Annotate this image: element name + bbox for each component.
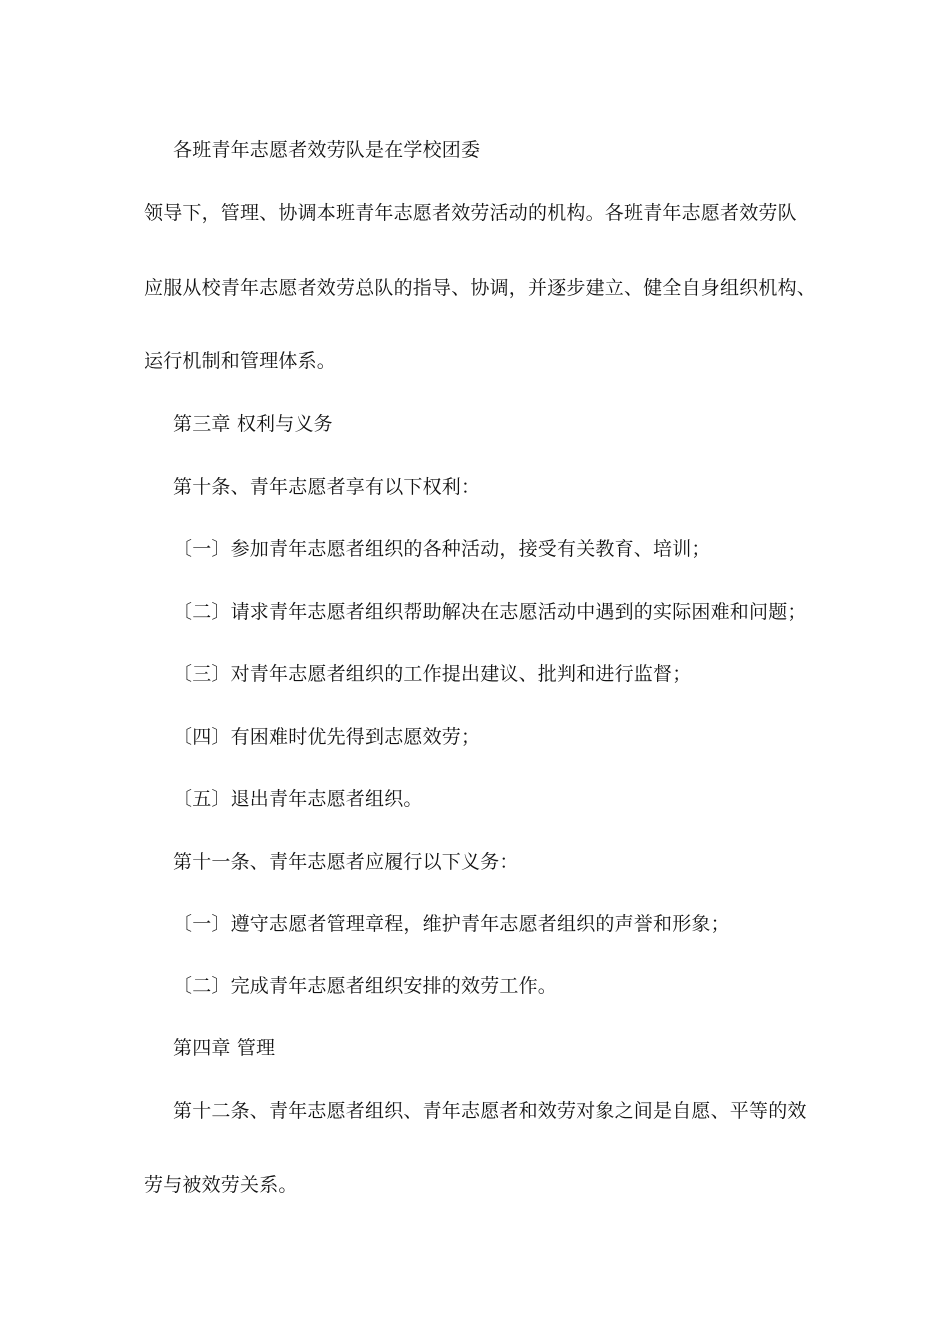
article-heading: 第十一条、青年志愿者应履行以下义务：	[173, 851, 519, 873]
list-item: 〔一〕遵守志愿者管理章程，维护青年志愿者组织的声誉和形象；	[173, 913, 730, 935]
list-item: 〔一〕参加青年志愿者组织的各种活动，接受有关教育、培训；	[173, 538, 711, 560]
list-item: 〔四〕有困难时优先得到志愿效劳；	[173, 726, 481, 748]
paragraph-line: 应服从校青年志愿者效劳总队的指导、协调，并逐步建立、健全自身组织机构、	[144, 277, 817, 299]
chapter-heading: 第四章 管理	[173, 1037, 276, 1059]
paragraph-line: 各班青年志愿者效劳队是在学校团委	[173, 139, 481, 161]
paragraph-line: 运行机制和管理体系。	[144, 350, 337, 372]
chapter-heading: 第三章 权利与义务	[173, 413, 333, 435]
paragraph-line: 领导下，管理、协调本班青年志愿者效劳活动的机构。各班青年志愿者效劳队	[144, 202, 797, 224]
list-item: 〔三〕对青年志愿者组织的工作提出建议、批判和进行监督；	[173, 663, 692, 685]
list-item: 〔二〕完成青年志愿者组织安排的效劳工作。	[173, 975, 558, 997]
list-item: 〔二〕请求青年志愿者组织帮助解决在志愿活动中遇到的实际困难和问题；	[173, 601, 807, 623]
paragraph-line: 第十二条、青年志愿者组织、青年志愿者和效劳对象之间是自愿、平等的效	[173, 1100, 807, 1122]
paragraph-line: 劳与被效劳关系。	[144, 1174, 298, 1196]
list-item: 〔五〕退出青年志愿者组织。	[173, 788, 423, 810]
article-heading: 第十条、青年志愿者享有以下权利：	[173, 476, 481, 498]
